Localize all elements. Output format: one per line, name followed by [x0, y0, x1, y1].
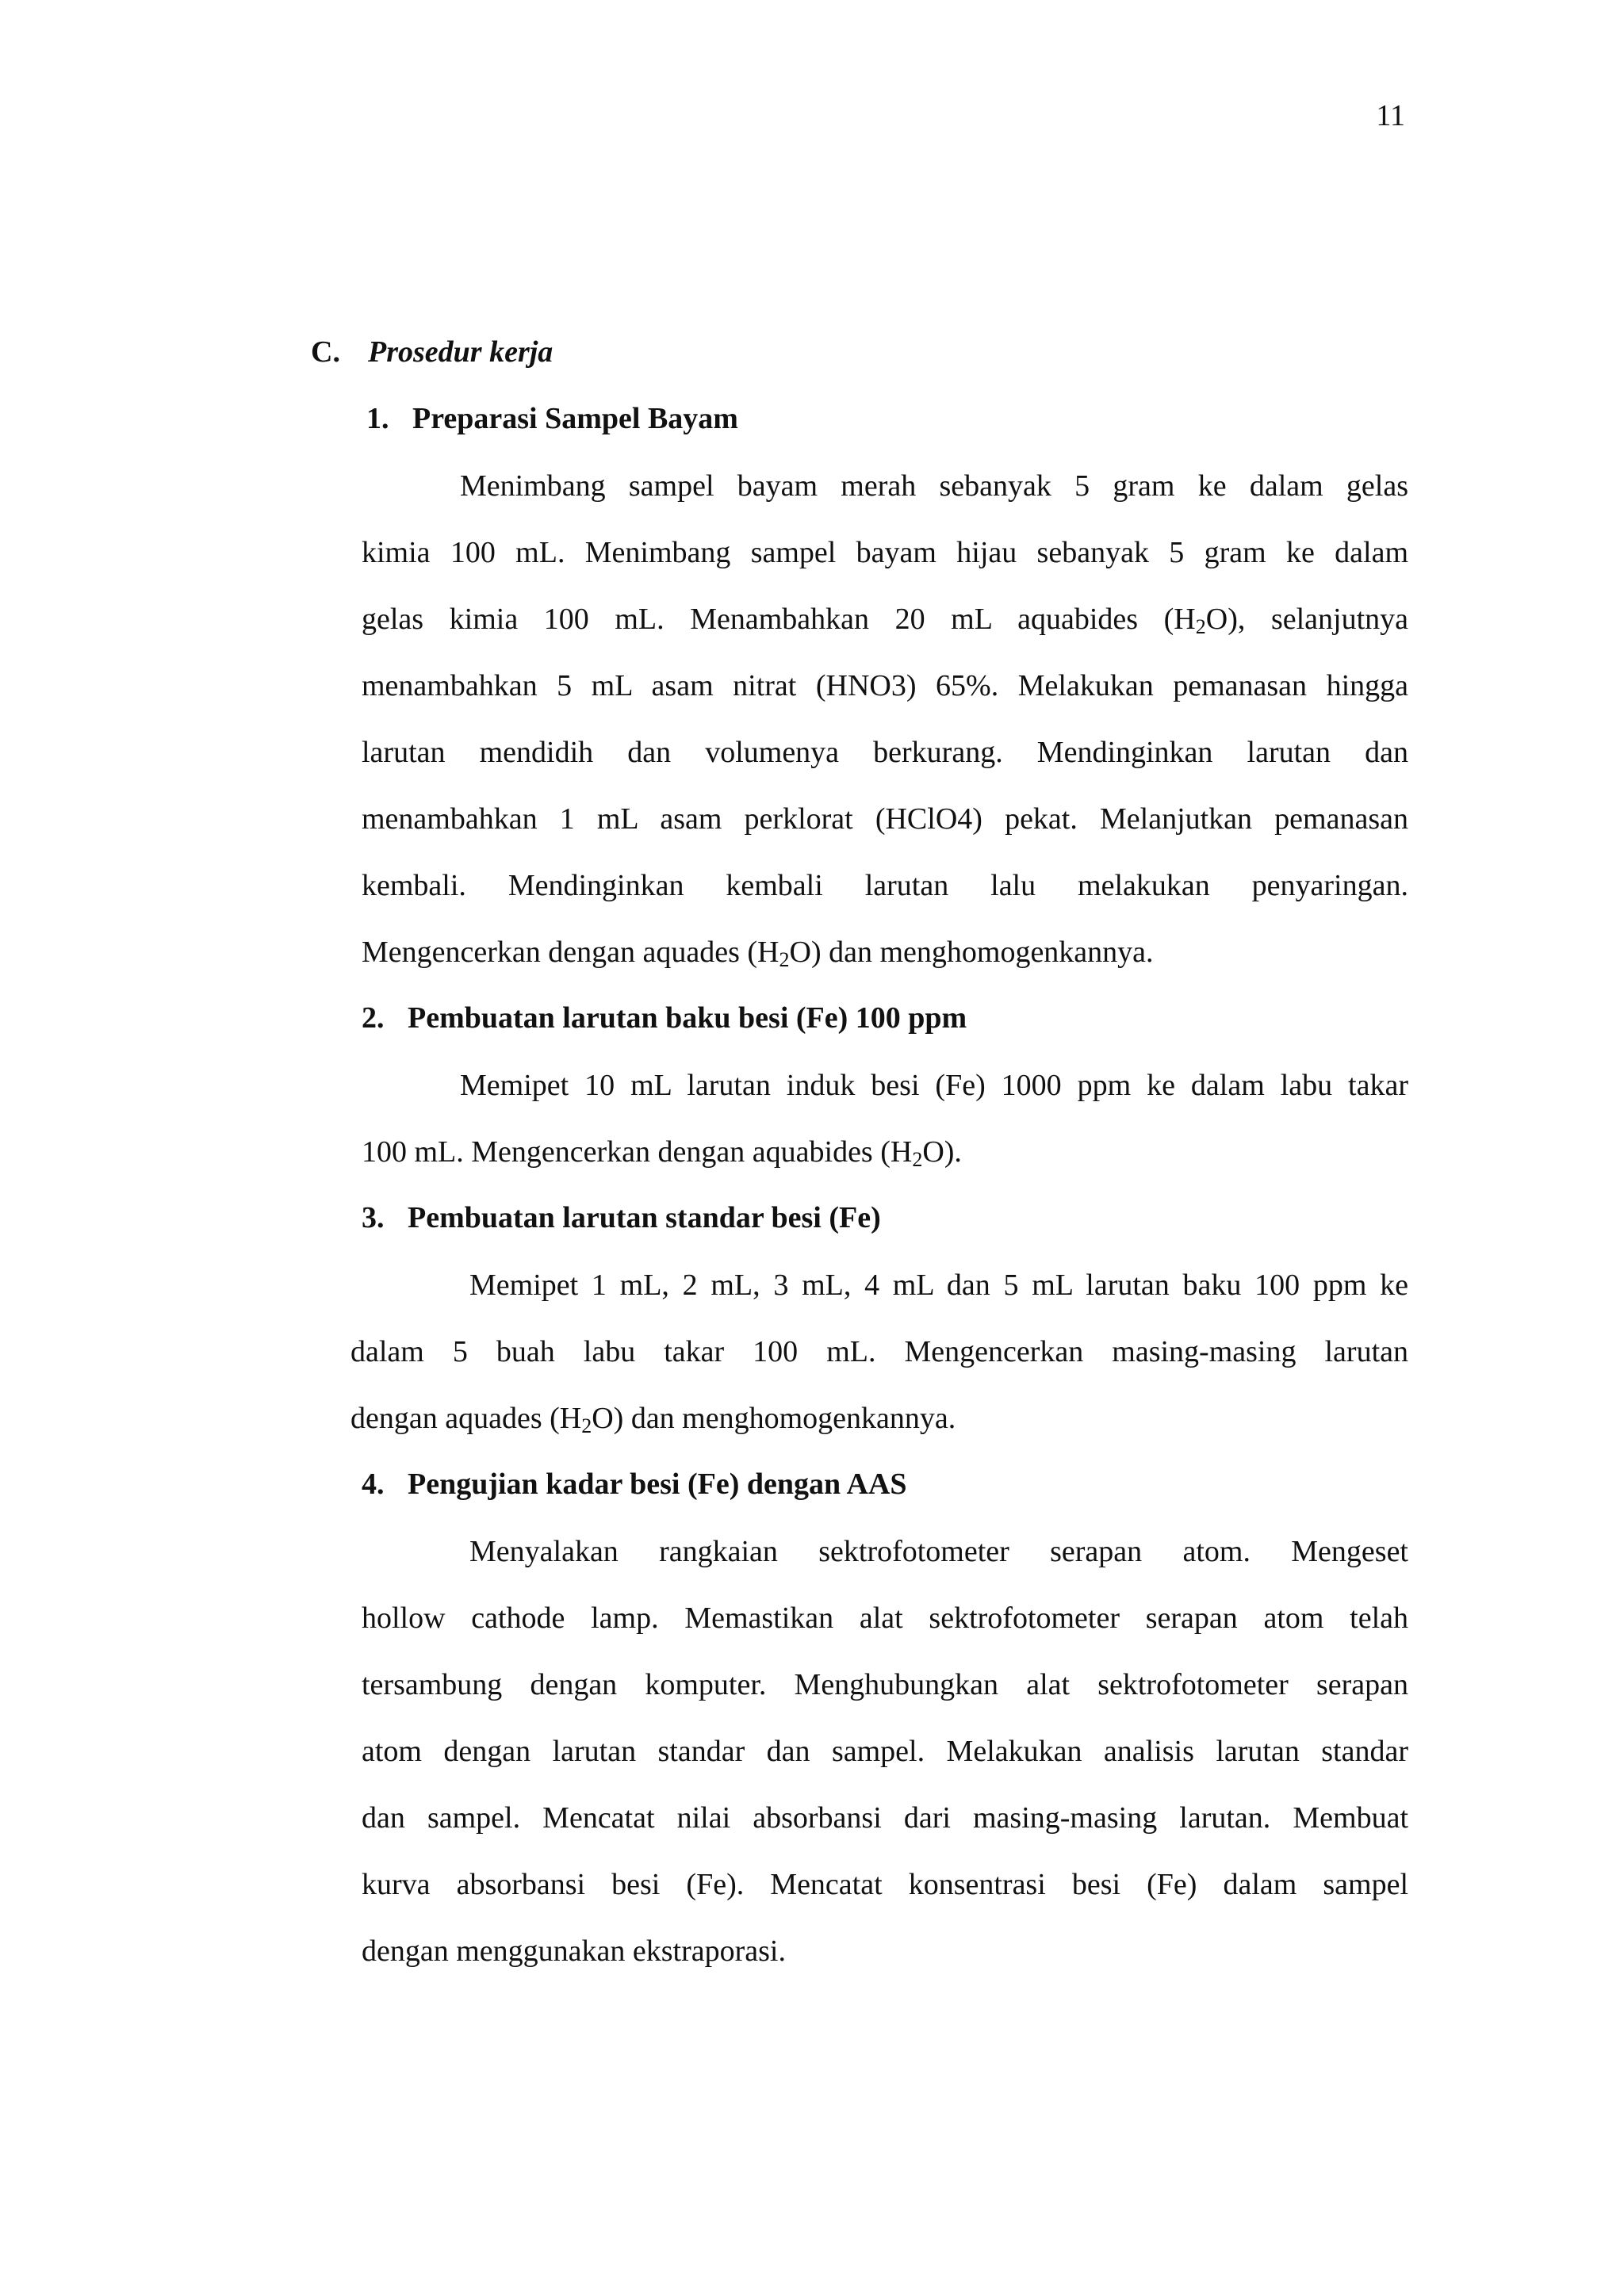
- paragraph-line: kembali. Mendinginkan kembali larutan lalu melakukan penyaringan.: [362, 869, 1408, 902]
- section-marker: C.: [311, 335, 340, 369]
- section-heading: [311, 335, 553, 369]
- procedure-title: Pembuatan larutan baku besi (Fe) 100 ppm: [408, 1001, 967, 1035]
- paragraph-line: kurva absorbansi besi (Fe). Mencatat konsentrasi besi (Fe) dalam sampel: [362, 1868, 1408, 1901]
- procedure-number: 1.: [366, 402, 389, 435]
- paragraph-line: Memipet 1 mL, 2 mL, 3 mL, 4 mL dan 5 mL larutan baku 100 ppm ke: [469, 1269, 1408, 1302]
- procedure-heading-1: [366, 401, 738, 436]
- section-title: Prosedur kerja: [368, 335, 553, 369]
- paragraph-line: Memipet 10 mL larutan induk besi (Fe) 1000 ppm ke dalam labu takar: [460, 1069, 1408, 1102]
- paragraph-line: dengan menggunakan ekstraporasi.: [362, 1934, 786, 1968]
- paragraph-line: Menimbang sampel bayam merah sebanyak 5 gram ke dalam gelas: [460, 469, 1408, 503]
- paragraph-line: menambahkan 1 mL asam perklorat (HClO4) pekat. Melanjutkan pemanasan: [362, 802, 1408, 836]
- paragraph-line: dan sampel. Mencatat nilai absorbansi dari masing-masing larutan. Membuat: [362, 1801, 1408, 1835]
- paragraph-line: larutan mendidih dan volumenya berkurang. Mendinginkan larutan dan: [362, 736, 1408, 769]
- page-number: 11: [1376, 99, 1405, 132]
- paragraph-line: Mengencerkan dengan aquades $(H_2O)$ dan menghomogenkannya.: [362, 936, 1154, 971]
- procedure-number: 3.: [362, 1201, 385, 1234]
- paragraph-line: 100 mL. Mengencerkan dengan aquabides $(H_2O)$.: [362, 1135, 962, 1171]
- procedure-heading-2: [362, 1001, 967, 1035]
- paragraph-line: dalam 5 buah labu takar 100 mL. Mengencerkan masing-masing larutan: [350, 1335, 1408, 1368]
- procedure-title: Preparasi Sampel Bayam: [412, 402, 738, 435]
- procedure-number: 4.: [362, 1468, 385, 1501]
- paragraph-line: kimia 100 mL. Menimbang sampel bayam hijau sebanyak 5 gram ke dalam: [362, 536, 1408, 569]
- paragraph-line: dengan aquades $(H_2O)$ dan menghomogenkannya.: [350, 1402, 956, 1437]
- paragraph-line: atom dengan larutan standar dan sampel. Melakukan analisis larutan standar: [362, 1735, 1408, 1768]
- procedure-title: Pembuatan larutan standar besi (Fe): [408, 1201, 881, 1234]
- paragraph-line: tersambung dengan komputer. Menghubungkan alat sektrofotometer serapan: [362, 1668, 1408, 1701]
- paragraph-line: menambahkan 5 mL asam nitrat (HNO3) 65%. Melakukan pemanasan hingga: [362, 669, 1408, 702]
- paragraph-line: Menyalakan rangkaian sektrofotometer serapan atom. Mengeset: [469, 1535, 1408, 1568]
- procedure-title: Pengujian kadar besi (Fe) dengan AAS: [408, 1468, 907, 1501]
- paragraph-line: gelas kimia 100 mL. Menambahkan 20 mL aquabides $(H_2O)$, selanjutnya: [362, 603, 1409, 638]
- paragraph-line: hollow cathode lamp. Memastikan alat sektrofotometer serapan atom telah: [362, 1601, 1408, 1635]
- procedure-heading-4: [362, 1467, 907, 1502]
- procedure-number: 2.: [362, 1001, 385, 1035]
- procedure-heading-3: [362, 1200, 881, 1235]
